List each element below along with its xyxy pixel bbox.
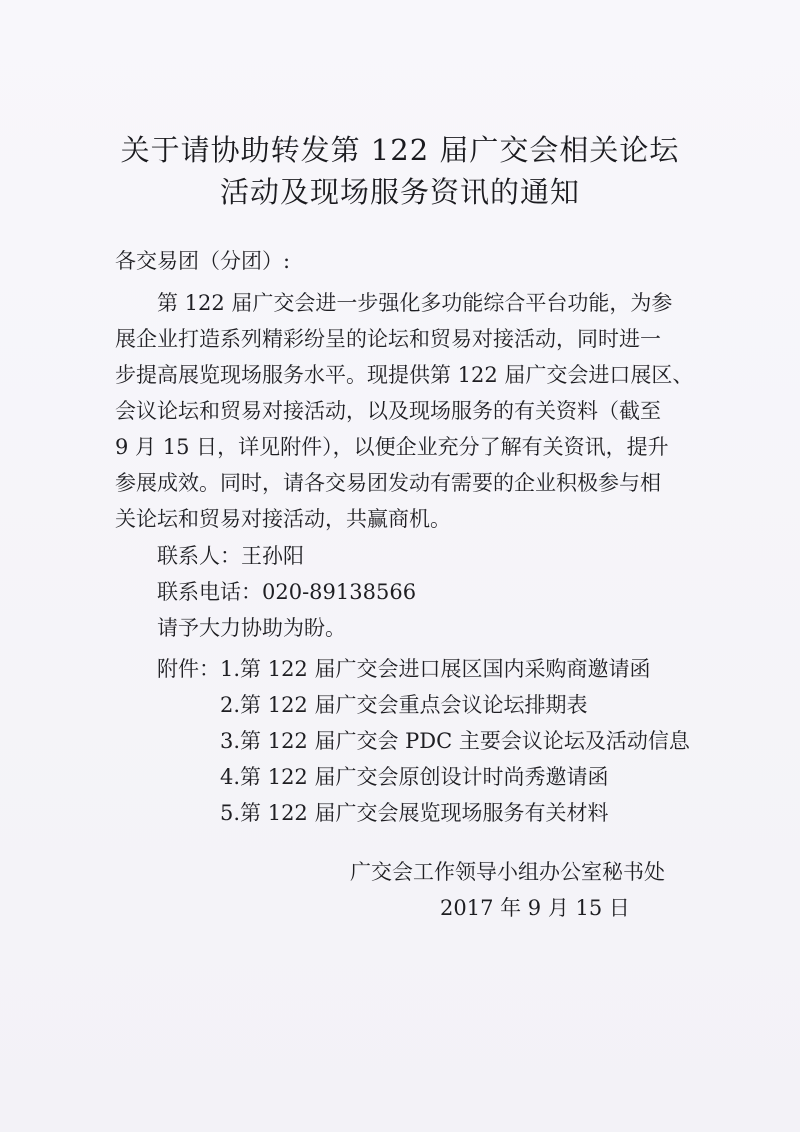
body-line: 参展成效。同时，请各交易团发动有需要的企业积极参与相 bbox=[115, 471, 661, 495]
salutation: 各交易团（分团）: bbox=[115, 249, 291, 273]
signature-office: 广交会工作领导小组办公室秘书处 bbox=[350, 860, 665, 884]
attachment-item: 3.第 122 届广交会 PDC 主要会议论坛及活动信息 bbox=[220, 729, 690, 753]
attachment-item: 1.第 122 届广交会进口展区国内采购商邀请函 bbox=[220, 657, 651, 681]
body-line: 关论坛和贸易对接活动，共赢商机。 bbox=[115, 507, 451, 531]
body-line: 9 月 15 日，详见附件），以便企业充分了解有关资讯，提升 bbox=[115, 435, 669, 459]
body-line: 步提高展览现场服务水平。现提供第 122 届广交会进口展区、 bbox=[115, 363, 694, 387]
document-title-line-2: 活动及现场服务资讯的通知 bbox=[219, 175, 580, 209]
document-title-line-1: 关于请协助转发第 122 届广交会相关论坛 bbox=[120, 133, 680, 167]
body-line: 会议论坛和贸易对接活动，以及现场服务的有关资料（截至 bbox=[115, 399, 661, 423]
attachment-item: 2.第 122 届广交会重点会议论坛排期表 bbox=[220, 693, 588, 717]
attachment-item: 5.第 122 届广交会展览现场服务有关材料 bbox=[220, 801, 609, 825]
contact-phone: 联系电话：020-89138566 bbox=[157, 580, 417, 604]
body-line: 第 122 届广交会进一步强化多功能综合平台功能，为参 bbox=[157, 291, 673, 315]
attachments-label: 附件： bbox=[157, 657, 220, 681]
closing-line: 请予大力协助为盼。 bbox=[157, 616, 346, 640]
signature-date: 2017 年 9 月 15 日 bbox=[440, 896, 630, 920]
attachment-item: 4.第 122 届广交会原创设计时尚秀邀请函 bbox=[220, 765, 609, 789]
contact-person: 联系人：王孙阳 bbox=[157, 544, 304, 568]
body-line: 展企业打造系列精彩纷呈的论坛和贸易对接活动，同时进一 bbox=[115, 327, 661, 351]
